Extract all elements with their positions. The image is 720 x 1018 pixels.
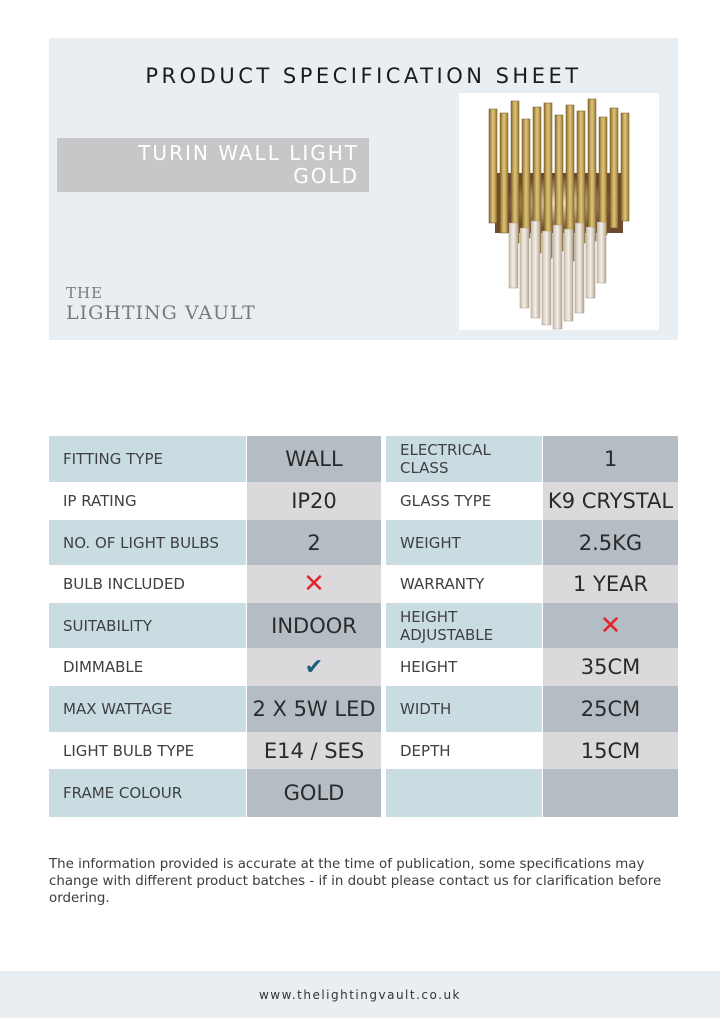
spec-label: DEPTH [386,732,542,769]
product-name-box [57,138,369,192]
product-image [459,93,659,330]
crystal-prism [575,223,584,313]
gold-bar [489,109,497,223]
spec-value: GOLD [247,769,381,817]
gold-bar [588,99,596,241]
spec-value: 2 [247,520,381,565]
spec-label: HEIGHT [386,648,542,686]
gold-bar [599,117,607,235]
footer [0,971,720,1018]
crystal-prism [586,227,595,298]
sheet-title: PRODUCT SPECIFICATION SHEET [145,64,582,88]
cross-icon: ✕ [303,569,325,599]
gold-bar [500,113,508,233]
spec-label: ELECTRICAL CLASS [386,436,542,482]
spec-label: BULB INCLUDED [49,565,246,603]
spec-value [543,769,678,817]
spec-value: WALL [247,436,381,482]
spec-value: 2.5KG [543,520,678,565]
spec-value: 15CM [543,732,678,769]
website-link[interactable]: www.thelightingvault.co.uk [258,987,461,1002]
crystal-prism [509,223,518,288]
spec-value: 1 YEAR [543,565,678,603]
spec-label [386,769,542,817]
spec-value [247,648,381,686]
spec-label: FRAME COLOUR [49,769,246,817]
gold-bar [621,113,629,221]
spec-value: E14 / SES [247,732,381,769]
spec-label: LIGHT BULB TYPE [49,732,246,769]
spec-label: HEIGHT ADJUSTABLE [386,603,542,648]
spec-value [247,565,381,603]
gold-bar [522,119,530,238]
spec-label: WEIGHT [386,520,542,565]
disclaimer-text: The information provided is accurate at the time of publication, some specifications may change with different product batches - if in doubt please contact us for clarification before ordering. [49,857,662,906]
crystal-prism [520,228,529,308]
wall-light-illustration [459,93,659,330]
spec-label: GLASS TYPE [386,482,542,520]
brand-logo [66,284,256,324]
spec-value: 2 X 5W LED [247,686,381,732]
spec-label: NO. OF LIGHT BULBS [49,520,246,565]
spec-value: 1 [543,436,678,482]
spec-value: 25CM [543,686,678,732]
spec-value: INDOOR [247,603,381,648]
cross-icon: ✕ [599,610,622,641]
product-name: TURIN WALL LIGHT [138,141,359,165]
crystal-prism [564,229,573,321]
spec-value: K9 CRYSTAL [543,482,678,520]
gold-bar [610,108,618,228]
brand-logo-line2: LIGHTING VAULT [66,302,256,324]
spec-value: IP20 [247,482,381,520]
spec-label: FITTING TYPE [49,436,246,482]
spec-label: DIMMABLE [49,648,246,686]
crystal-prism [553,225,562,329]
crystal-prism [597,222,606,283]
check-icon: ✔ [304,654,324,680]
spec-value: 35CM [543,648,678,686]
spec-label: IP RATING [49,482,246,520]
spec-value [543,603,678,648]
product-finish: GOLD [293,164,359,188]
specification-table [49,436,678,817]
spec-label: MAX WATTAGE [49,686,246,732]
crystal-prism [531,221,540,318]
spec-label: WARRANTY [386,565,542,603]
spec-label: WIDTH [386,686,542,732]
header-panel [49,38,678,340]
crystal-prism [542,231,551,325]
brand-logo-line1: THE [66,284,104,302]
gold-bar [511,101,519,243]
spec-label: SUITABILITY [49,603,246,648]
